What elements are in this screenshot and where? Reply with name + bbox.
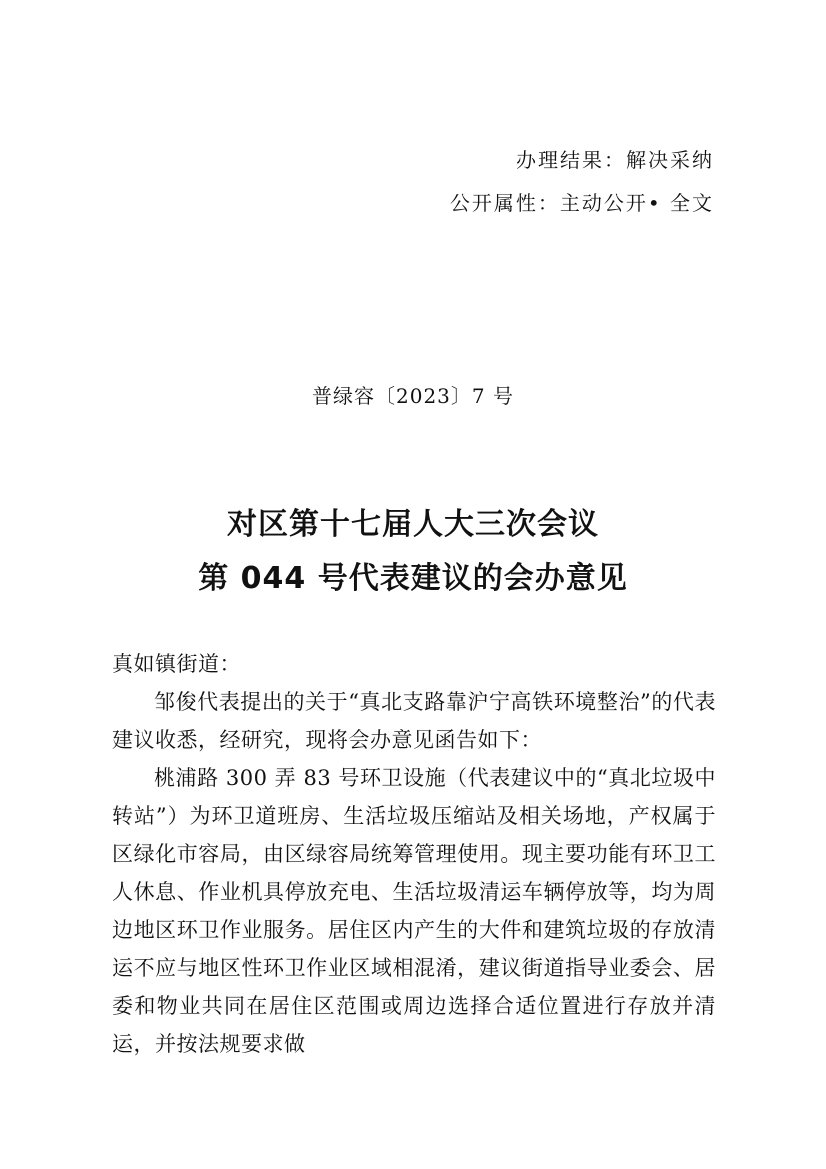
handling-result: 办理结果：解决采纳 xyxy=(516,148,714,172)
document-title-line-1: 对区第十七届人大三次会议 xyxy=(227,507,599,542)
salutation: 真如镇街道： xyxy=(112,652,241,676)
document-number: 普绿容〔2023〕7 号 xyxy=(312,384,514,408)
document-body xyxy=(112,645,716,1063)
document-title-line-2: 第 044 号代表建议的会办意见 xyxy=(198,561,628,596)
disclosure-attribute: 公开属性：主动公开• 全文 xyxy=(449,191,714,215)
body-paragraph: 邹俊代表提出的关于“真北支路靠沪宁高铁环境整治”的代表建议收悉，经研究，现将会办意见函告如下： xyxy=(112,690,716,752)
body-paragraph: 桃浦路 300 弄 83 号环卫设施（代表建议中的“真北垃圾中转站”）为环卫道班房、生活垃圾压缩站及相关场地，产权属于区绿化市容局，由区绿容局统筹管理使用。现主要功能有环卫工人休息、作业机具停放充电、生活垃圾清运车辆停放等，均为周边地区环卫作业服务。居住区内产生的大件和建筑垃圾的存放清运不应与地区性环卫作业区域相混淆，建议街道指导业委会、居委和物业共同在居住区范围或周边选择合适位置进行存放并清运，并按法规要求做 xyxy=(112,766,716,1056)
document-title xyxy=(0,498,826,606)
